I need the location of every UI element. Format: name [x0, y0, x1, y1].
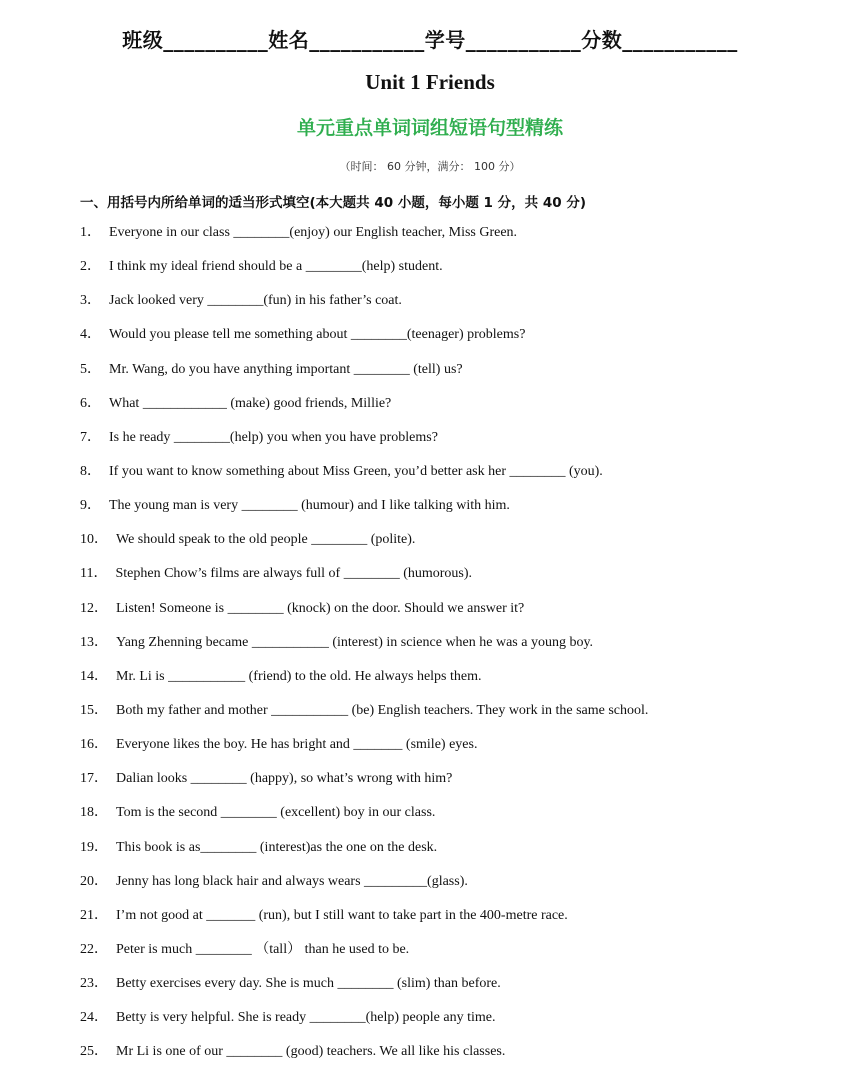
- question-text: Betty is very helpful. She is ready ________(help) people any time.: [116, 1010, 496, 1026]
- question-text: Everyone in our class ________(enjoy) our English teacher, Miss Green.: [109, 225, 518, 240]
- question-text: Would you please tell me something about ________(teenager) problems?: [109, 327, 526, 343]
- question-number: 20．: [80, 873, 108, 889]
- question-text: Dalian looks ________ (happy), so what’s wrong with him?: [116, 771, 453, 787]
- question-text: I think my ideal friend should be a ________(help) student.: [109, 259, 443, 275]
- question-item: [80, 940, 820, 974]
- exam-meta: （时间： 60 分钟，满分： 100 分）: [339, 160, 521, 173]
- question-item: [80, 838, 820, 872]
- question-item: [80, 462, 820, 496]
- question-item: [80, 530, 820, 564]
- question-item: [80, 667, 820, 701]
- question-number: 16．: [80, 737, 108, 753]
- question-number: 9．: [80, 498, 101, 514]
- question-item: [80, 974, 820, 1008]
- question-text: The young man is very ________ (humour) and I like talking with him.: [109, 498, 510, 514]
- question-number: 5．: [80, 361, 101, 377]
- question-number: 7．: [80, 429, 101, 445]
- question-number: 10．: [80, 532, 108, 548]
- student-info-line: 班级__________姓名___________学号___________分数___________: [122, 28, 738, 52]
- question-item: [80, 325, 820, 359]
- question-text: Yang Zhenning became ___________ (interest) in science when he was a young boy.: [116, 634, 594, 650]
- question-text: We should speak to the old people ________ (polite).: [116, 532, 416, 548]
- question-item: [80, 257, 820, 291]
- question-item: [80, 701, 820, 735]
- question-item: [80, 633, 820, 667]
- question-number: 25．: [80, 1044, 108, 1060]
- question-item: [80, 394, 820, 428]
- question-number: 21．: [80, 907, 108, 923]
- question-number: 11．: [80, 566, 108, 582]
- question-text: Both my father and mother ___________ (be) English teachers. They work in the same school.: [116, 702, 649, 718]
- question-number: 6．: [80, 395, 101, 411]
- question-text: Stephen Chow’s films are always full of ________ (humorous).: [115, 566, 473, 582]
- question-item: [80, 906, 820, 940]
- question-item: [80, 735, 820, 769]
- question-item: [80, 872, 820, 906]
- question-number: 2．: [80, 259, 101, 275]
- section-heading: 一、用括号内所给单词的适当形式填空(本大题共 40 小题，每小题 1 分，共 40 分): [80, 195, 587, 211]
- question-text: Betty exercises every day. She is much ________ (slim) than before.: [116, 976, 501, 992]
- question-number: 1．: [80, 225, 101, 240]
- question-item: [80, 291, 820, 325]
- question-item: [80, 1008, 820, 1042]
- question-item: [80, 360, 820, 394]
- question-text: This book is as________ (interest)as the one on the desk.: [116, 839, 438, 855]
- question-number: 8．: [80, 463, 101, 479]
- question-item: [80, 599, 820, 633]
- question-item: [80, 428, 820, 462]
- question-text: Mr. Wang, do you have anything important ________ (tell) us?: [109, 361, 463, 377]
- question-text: What ____________ (make) good friends, Millie?: [109, 395, 392, 411]
- question-text: Jenny has long black hair and always wears _________(glass).: [116, 873, 468, 889]
- question-item: [80, 223, 820, 257]
- question-text: Tom is the second ________ (excellent) boy in our class.: [116, 805, 436, 821]
- question-list: [80, 223, 820, 1077]
- question-text: Listen! Someone is ________ (knock) on the door. Should we answer it?: [116, 600, 525, 616]
- page-subtitle: 单元重点单词词组短语句型精练: [296, 117, 563, 139]
- page-title: Unit 1 Friends: [365, 70, 495, 94]
- question-text: Mr Li is one of our ________ (good) teachers. We all like his classes.: [116, 1044, 506, 1060]
- question-number: 4．: [80, 327, 101, 343]
- question-text: Mr. Li is ___________ (friend) to the old. He always helps them.: [116, 668, 482, 684]
- question-number: 14．: [80, 668, 108, 684]
- question-number: 18．: [80, 805, 108, 821]
- question-text: Everyone likes the boy. He has bright and _______ (smile) eyes.: [116, 737, 478, 753]
- question-item: [80, 769, 820, 803]
- question-number: 24．: [80, 1010, 108, 1026]
- question-number: 17．: [80, 771, 108, 787]
- question-item: [80, 564, 820, 598]
- question-item: [80, 803, 820, 837]
- question-text: Jack looked very ________(fun) in his father’s coat.: [109, 293, 402, 309]
- question-number: 15．: [80, 702, 108, 718]
- question-item: [80, 496, 820, 530]
- question-text: If you want to know something about Miss Green, you’d better ask her ________ (you).: [109, 463, 603, 479]
- question-number: 19．: [80, 839, 108, 855]
- question-text: Peter is much ________ （tall） than he used to be.: [116, 941, 410, 957]
- question-item: [80, 1042, 820, 1076]
- question-number: 23．: [80, 976, 108, 992]
- question-text: Is he ready ________(help) you when you have problems?: [109, 429, 438, 445]
- question-number: 3．: [80, 293, 101, 309]
- question-number: 13．: [80, 634, 108, 650]
- question-text: I’m not good at _______ (run), but I still want to take part in the 400-metre race.: [116, 907, 568, 923]
- question-number: 12．: [80, 600, 108, 616]
- question-number: 22．: [80, 941, 108, 957]
